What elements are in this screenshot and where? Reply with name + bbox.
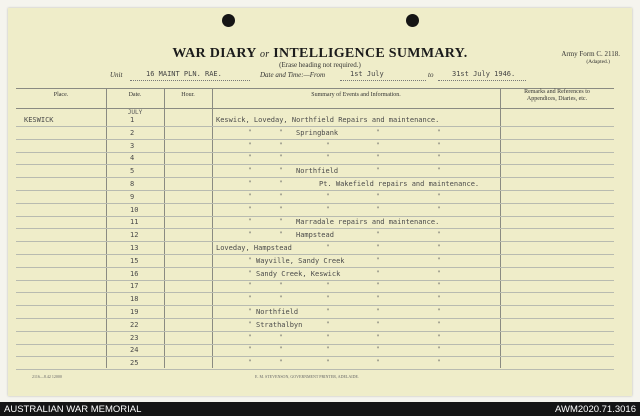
ditto-mark: " [437, 359, 441, 367]
table-row [16, 280, 614, 293]
row-summary: Sandy Creek, Keswick [256, 269, 341, 278]
title-part: WAR DIARY [172, 46, 257, 61]
printer-imprint: E. M. STEVENSON, GOVERNMENT PRINTER, ADELAIDE. [255, 374, 359, 379]
table-row [16, 344, 614, 357]
ditto-mark: " [326, 282, 330, 290]
row-date: 3 [130, 141, 135, 150]
to-label: to [428, 71, 434, 79]
table-row [16, 357, 614, 370]
ditto-mark: " [248, 128, 252, 136]
ditto-mark: " [279, 218, 283, 226]
header-remarks-line: Remarks and References to [524, 89, 590, 95]
ditto-mark: " [326, 320, 330, 328]
ditto-mark: " [279, 128, 283, 136]
unit-value: 16 MAINT PLN. RAE. [146, 70, 222, 78]
ditto-mark: " [279, 295, 283, 303]
ditto-mark: " [437, 256, 441, 264]
ditto-mark: " [437, 128, 441, 136]
ditto-mark: " [248, 359, 252, 367]
table-row [16, 229, 614, 242]
ditto-mark: " [248, 218, 252, 226]
ditto-mark: " [279, 205, 283, 213]
table-row [16, 216, 614, 229]
archive-name: AUSTRALIAN WAR MEMORIAL [4, 404, 142, 415]
ditto-mark: " [326, 295, 330, 303]
row-date: 18 [130, 295, 139, 304]
to-value: 31st July 1946. [452, 70, 516, 78]
table-row [16, 293, 614, 306]
punch-hole [222, 14, 235, 27]
ditto-mark: " [326, 141, 330, 149]
ditto-mark: " [376, 256, 380, 264]
title-or: or [259, 49, 270, 60]
ditto-mark: " [376, 269, 380, 277]
ditto-mark: " [326, 333, 330, 341]
ditto-mark: " [376, 320, 380, 328]
table-row [16, 204, 614, 217]
row-date: 4 [130, 154, 135, 163]
table-row [16, 165, 614, 178]
ditto-mark: " [326, 244, 330, 251]
ditto-mark: " [437, 167, 441, 175]
header-remarks-line: Appendices, Diaries, etc. [526, 96, 588, 102]
ditto-mark: " [376, 167, 380, 175]
header-date: Date. [128, 92, 142, 98]
table-row [16, 152, 614, 165]
row-date: 19 [130, 308, 139, 316]
row-date: 16 [130, 269, 139, 278]
row-rule [16, 369, 614, 370]
row-date: 1 [130, 116, 135, 124]
ditto-mark: " [376, 141, 380, 149]
row-date: 8 [130, 180, 135, 188]
row-place: KESWICK [24, 116, 54, 124]
ditto-mark: " [376, 231, 380, 239]
row-date: 25 [130, 359, 139, 368]
ditto-mark: " [248, 231, 252, 239]
ditto-mark: " [376, 346, 380, 354]
army-form-label [561, 50, 620, 66]
row-summary: Keswick, Loveday, Northfield Repairs and maintenance. [216, 116, 440, 124]
row-summary: Northfield [256, 308, 299, 316]
row-summary: Pt. Wakefield repairs and maintenance. [319, 180, 480, 188]
row-date: 10 [130, 205, 139, 214]
ditto-mark: " [248, 167, 252, 175]
ditto-mark: " [248, 320, 252, 328]
header-remarks [500, 89, 614, 103]
ditto-mark: " [279, 333, 283, 341]
ditto-mark: " [376, 154, 380, 162]
page-title [0, 46, 640, 62]
subtitle: (Erase heading not required.) [279, 61, 361, 69]
ditto-mark: " [376, 282, 380, 290]
adapted-note: (Adapted.) [586, 59, 610, 65]
unit-label: Unit [110, 71, 123, 79]
table-row [16, 319, 614, 332]
ditto-mark: " [326, 359, 330, 367]
row-date: 9 [130, 192, 135, 201]
ditto-mark: " [279, 180, 283, 187]
table-row [16, 127, 614, 140]
ditto-mark: " [376, 192, 380, 200]
row-summary: Hampstead [296, 231, 334, 240]
ditto-mark: " [376, 295, 380, 303]
ditto-mark: " [279, 192, 283, 200]
table-row [16, 114, 614, 127]
ditto-mark: " [376, 128, 380, 136]
row-summary: Marradale repairs and maintenance. [296, 218, 440, 227]
table-row [16, 306, 614, 319]
ditto-mark: " [248, 154, 252, 162]
ditto-mark: " [248, 192, 252, 200]
ditto-mark: " [279, 282, 283, 290]
ditto-mark: " [248, 308, 252, 315]
ditto-mark: " [437, 205, 441, 213]
row-date: 24 [130, 346, 139, 355]
row-date: 22 [130, 320, 139, 329]
ditto-mark: " [437, 346, 441, 354]
title-part: INTELLIGENCE SUMMARY. [273, 46, 468, 61]
row-summary: Wayville, Sandy Creek [256, 256, 345, 265]
row-summary: Springbank [296, 128, 339, 137]
header-place: Place. [53, 92, 69, 98]
ditto-mark: " [376, 308, 380, 315]
army-form-number: Army Form C. 2118. [561, 50, 620, 58]
table-row [16, 268, 614, 281]
date-label: Date and Time:—From [260, 71, 326, 79]
row-summary: Loveday, Hampstead [216, 244, 292, 252]
ditto-mark: " [437, 269, 441, 277]
ditto-mark: " [248, 141, 252, 149]
ditto-mark: " [437, 244, 441, 251]
dotted-rule [340, 80, 426, 81]
ditto-mark: " [376, 205, 380, 213]
ditto-mark: " [437, 154, 441, 162]
table-row [16, 255, 614, 268]
ditto-mark: " [326, 192, 330, 200]
ditto-mark: " [279, 141, 283, 149]
punch-hole [406, 14, 419, 27]
row-date: 15 [130, 256, 139, 265]
ditto-mark: " [376, 359, 380, 367]
archive-reference: AWM2020.71.3016 [555, 404, 636, 415]
dotted-rule [438, 80, 526, 81]
ditto-mark: " [279, 346, 283, 354]
header-hour: Hour. [181, 92, 195, 98]
table-row [16, 332, 614, 345]
ditto-mark: " [326, 308, 330, 315]
ditto-mark: " [437, 308, 441, 315]
ditto-mark: " [248, 295, 252, 303]
print-code: 2116—8.42 12000 [32, 374, 62, 379]
row-date: 23 [130, 333, 139, 342]
ditto-mark: " [437, 192, 441, 200]
ditto-mark: " [248, 256, 252, 264]
ditto-mark: " [279, 359, 283, 367]
ditto-mark: " [248, 269, 252, 277]
month-label: JULY [127, 109, 143, 116]
ditto-mark: " [326, 346, 330, 354]
ditto-mark: " [376, 333, 380, 341]
ditto-mark: " [437, 295, 441, 303]
row-date: 13 [130, 244, 139, 252]
ditto-mark: " [279, 231, 283, 239]
ditto-mark: " [437, 141, 441, 149]
dotted-rule [130, 80, 250, 81]
row-summary: Northfield [296, 167, 339, 176]
ditto-mark: " [248, 180, 252, 187]
ditto-mark: " [437, 320, 441, 328]
table-row [16, 242, 614, 255]
ditto-mark: " [279, 167, 283, 175]
ditto-mark: " [248, 346, 252, 354]
ditto-mark: " [437, 333, 441, 341]
ditto-mark: " [248, 333, 252, 341]
table-row [16, 140, 614, 153]
row-date: 11 [130, 218, 139, 227]
row-date: 5 [130, 167, 135, 176]
row-date: 12 [130, 231, 139, 240]
ditto-mark: " [326, 205, 330, 213]
row-date: 17 [130, 282, 139, 291]
from-value: 1st July [350, 70, 384, 78]
row-date: 2 [130, 128, 135, 137]
header-summary: Summary of Events and Information. [311, 92, 401, 98]
ditto-mark: " [279, 154, 283, 162]
archive-bar [0, 402, 640, 416]
ditto-mark: " [248, 282, 252, 290]
table-row [16, 191, 614, 204]
ditto-mark: " [326, 154, 330, 162]
ditto-mark: " [248, 205, 252, 213]
ditto-mark: " [437, 282, 441, 290]
diary-table [16, 88, 614, 372]
row-summary: Strathalbyn [256, 320, 303, 329]
table-row [16, 178, 614, 191]
ditto-mark: " [437, 231, 441, 239]
ditto-mark: " [376, 244, 380, 251]
